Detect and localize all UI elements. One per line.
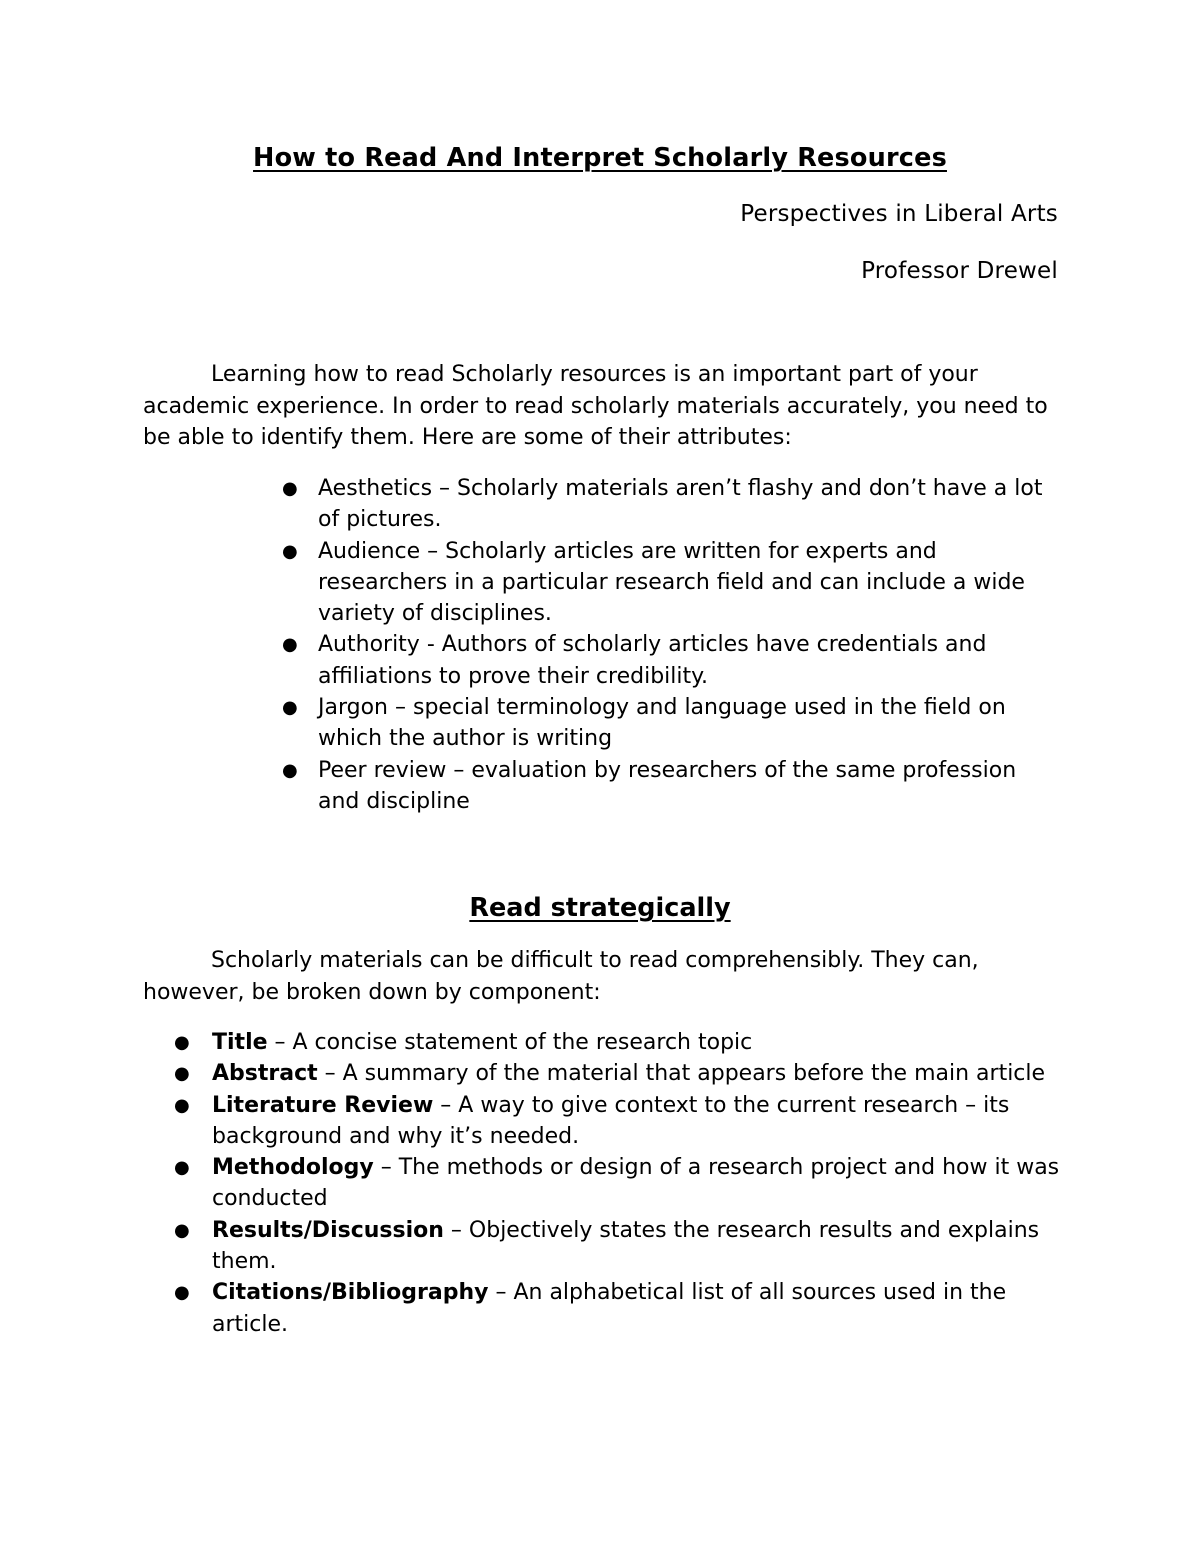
list-item [174, 1058, 1062, 1089]
list-item [174, 1090, 1062, 1153]
bullet-icon: ● [174, 1032, 190, 1053]
bullet-icon: ● [174, 1282, 190, 1304]
bullet-icon: ● [174, 1157, 190, 1179]
list-item [282, 692, 1063, 755]
list-item [282, 536, 1063, 630]
attribute-text: Peer review – evaluation by researchers of the same profession and discipline [318, 757, 1017, 814]
component-term: Methodology [212, 1155, 374, 1181]
list-item [174, 1152, 1062, 1215]
bullet-icon: ● [282, 697, 298, 719]
attribute-text: Audience – Scholarly articles are written for experts and researchers in a particular research field and can include a wide variety of disciplines. [318, 538, 1025, 627]
bullet-icon: ● [282, 478, 298, 499]
component-definition: – A way to give context to the current research – its background and why it’s needed. [212, 1092, 1010, 1149]
section-heading: Read strategically [469, 893, 731, 923]
section-paragraph: Scholarly materials can be difficult to read comprehensibly. They can, however, be broken down by component: [143, 948, 979, 1005]
intro-paragraph: Learning how to read Scholarly resources is an important part of your academic experience. In order to read scholarly materials accurately, you need to be able to identify them. Here are some of their attributes: [143, 362, 1048, 450]
list-item [282, 755, 1063, 818]
bullet-icon: ● [174, 1063, 190, 1085]
bullet-icon: ● [174, 1219, 190, 1241]
bullet-icon: ● [174, 1094, 190, 1116]
bullet-icon: ● [282, 540, 298, 562]
component-definition: – A summary of the material that appears before the main article [317, 1061, 1046, 1087]
list-item [174, 1215, 1062, 1278]
component-definition: – The methods or design of a research project and how it was conducted [212, 1155, 1060, 1212]
component-definition: – A concise statement of the research topic [267, 1030, 753, 1055]
professor-name: Professor Drewel [861, 258, 1058, 284]
component-definition: – An alphabetical list of all sources used in the article. [212, 1280, 1007, 1337]
bullet-icon: ● [282, 759, 298, 781]
component-term: Literature Review [212, 1092, 434, 1118]
bullet-icon: ● [282, 634, 298, 656]
component-definition: – Objectively states the research results and explains them. [212, 1217, 1040, 1275]
component-term: Title [212, 1030, 268, 1055]
attribute-text: Aesthetics – Scholarly materials aren’t flashy and don’t have a lot of pictures. [318, 476, 1043, 533]
component-term: Results/Discussion [212, 1217, 444, 1243]
attribute-text: Jargon – special terminology and language used in the field on which the author is writing [318, 695, 1006, 752]
attribute-text: Authority - Authors of scholarly articles have credentials and affiliations to prove their credibility. [318, 632, 987, 689]
course-name: Perspectives in Liberal Arts [740, 201, 1058, 227]
components-list [174, 1027, 1062, 1340]
list-item [174, 1277, 1062, 1340]
component-term: Abstract [212, 1061, 318, 1087]
attributes-list [282, 473, 1063, 817]
document-title: How to Read And Interpret Scholarly Resources [253, 143, 947, 173]
list-item [174, 1027, 1062, 1058]
list-item [282, 473, 1063, 536]
list-item [282, 629, 1063, 692]
component-term: Citations/Bibliography [212, 1280, 489, 1306]
